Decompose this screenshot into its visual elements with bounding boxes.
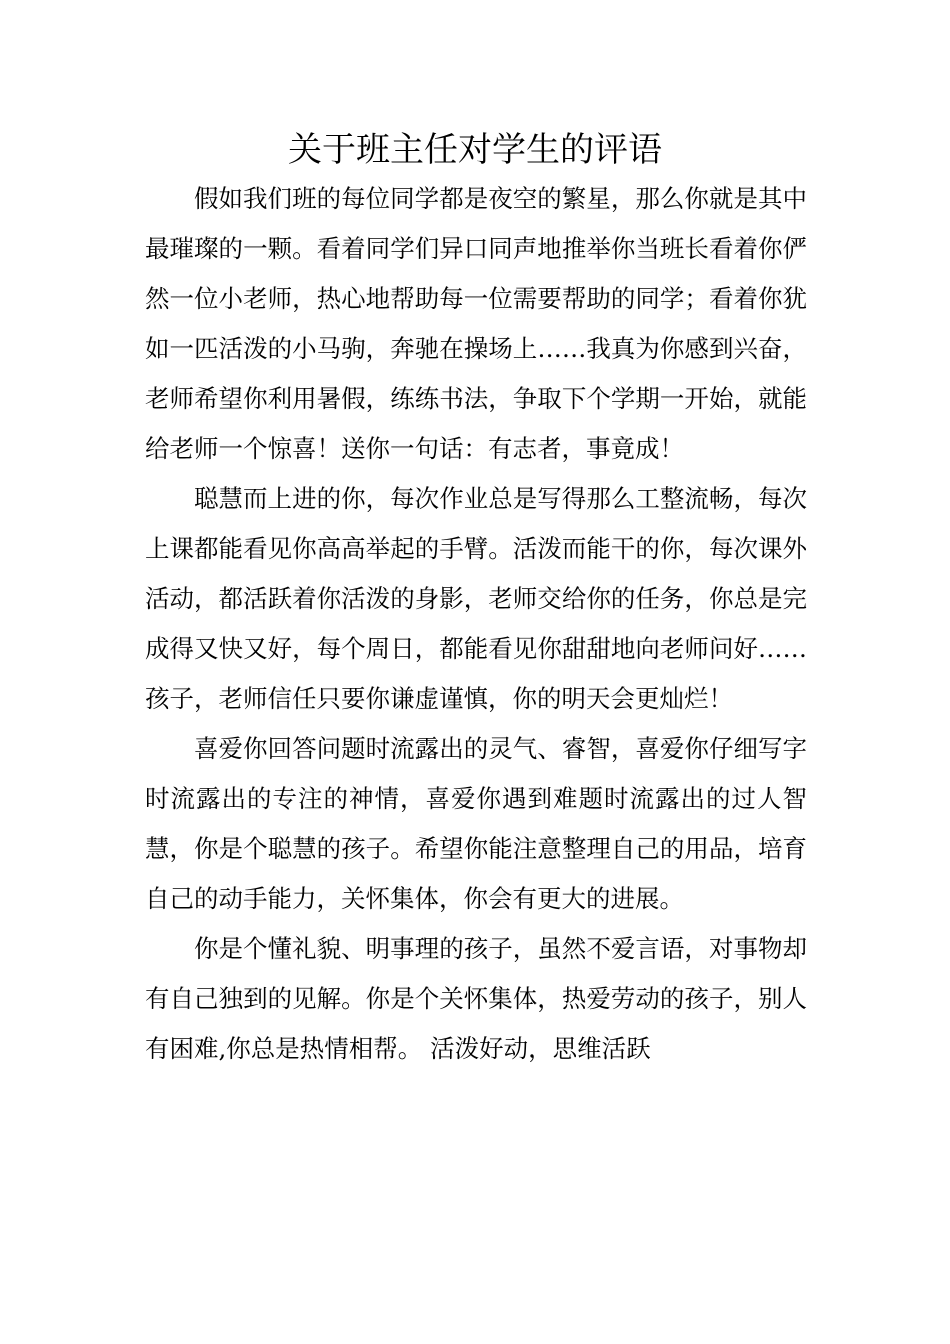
paragraph-2: 聪慧而上进的你，每次作业总是写得那么工整流畅，每次上课都能看见你高高举起的手臂。活泼而能干的你，每次课外活动，都活跃着你活泼的身影，老师交给你的任务，你总是完成得又快又好，每个周日，都能看见你甜甜地向老师问好……孩子，老师信任只要你谦虚谨慎，你的明天会更灿烂！ xyxy=(145,484,807,713)
paragraph-1: 假如我们班的每位同学都是夜空的繁星，那么你就是其中最璀璨的一颗。看着同学们异口同声地推举你当班长看着你俨然一位小老师，热心地帮助每一位需要帮助的同学；看着你犹如一匹活泼的小马驹，奔驰在操场上……我真为你感到兴奋，老师希望你利用暑假，练练书法，争取下个学期一开始，就能给老师一个惊喜！送你一句话：有志者，事竟成！ xyxy=(145,184,807,463)
document-title: 关于班主任对学生的评语 xyxy=(288,130,662,170)
paragraph-4: 你是个懂礼貌、明事理的孩子，虽然不爱言语，对事物却有自己独到的见解。你是个关怀集体，热爱劳动的孩子，别人有困难,你总是热情相帮。 活泼好动，思维活跃 xyxy=(145,934,807,1063)
paragraph-3: 喜爱你回答问题时流露出的灵气、睿智，喜爱你仔细写字时流露出的专注的神情，喜爱你遇到难题时流露出的过人智慧，你是个聪慧的孩子。希望你能注意整理自己的用品，培育自己的动手能力，关怀集体，你会有更大的进展。 xyxy=(145,734,807,913)
document-body xyxy=(145,174,807,1074)
